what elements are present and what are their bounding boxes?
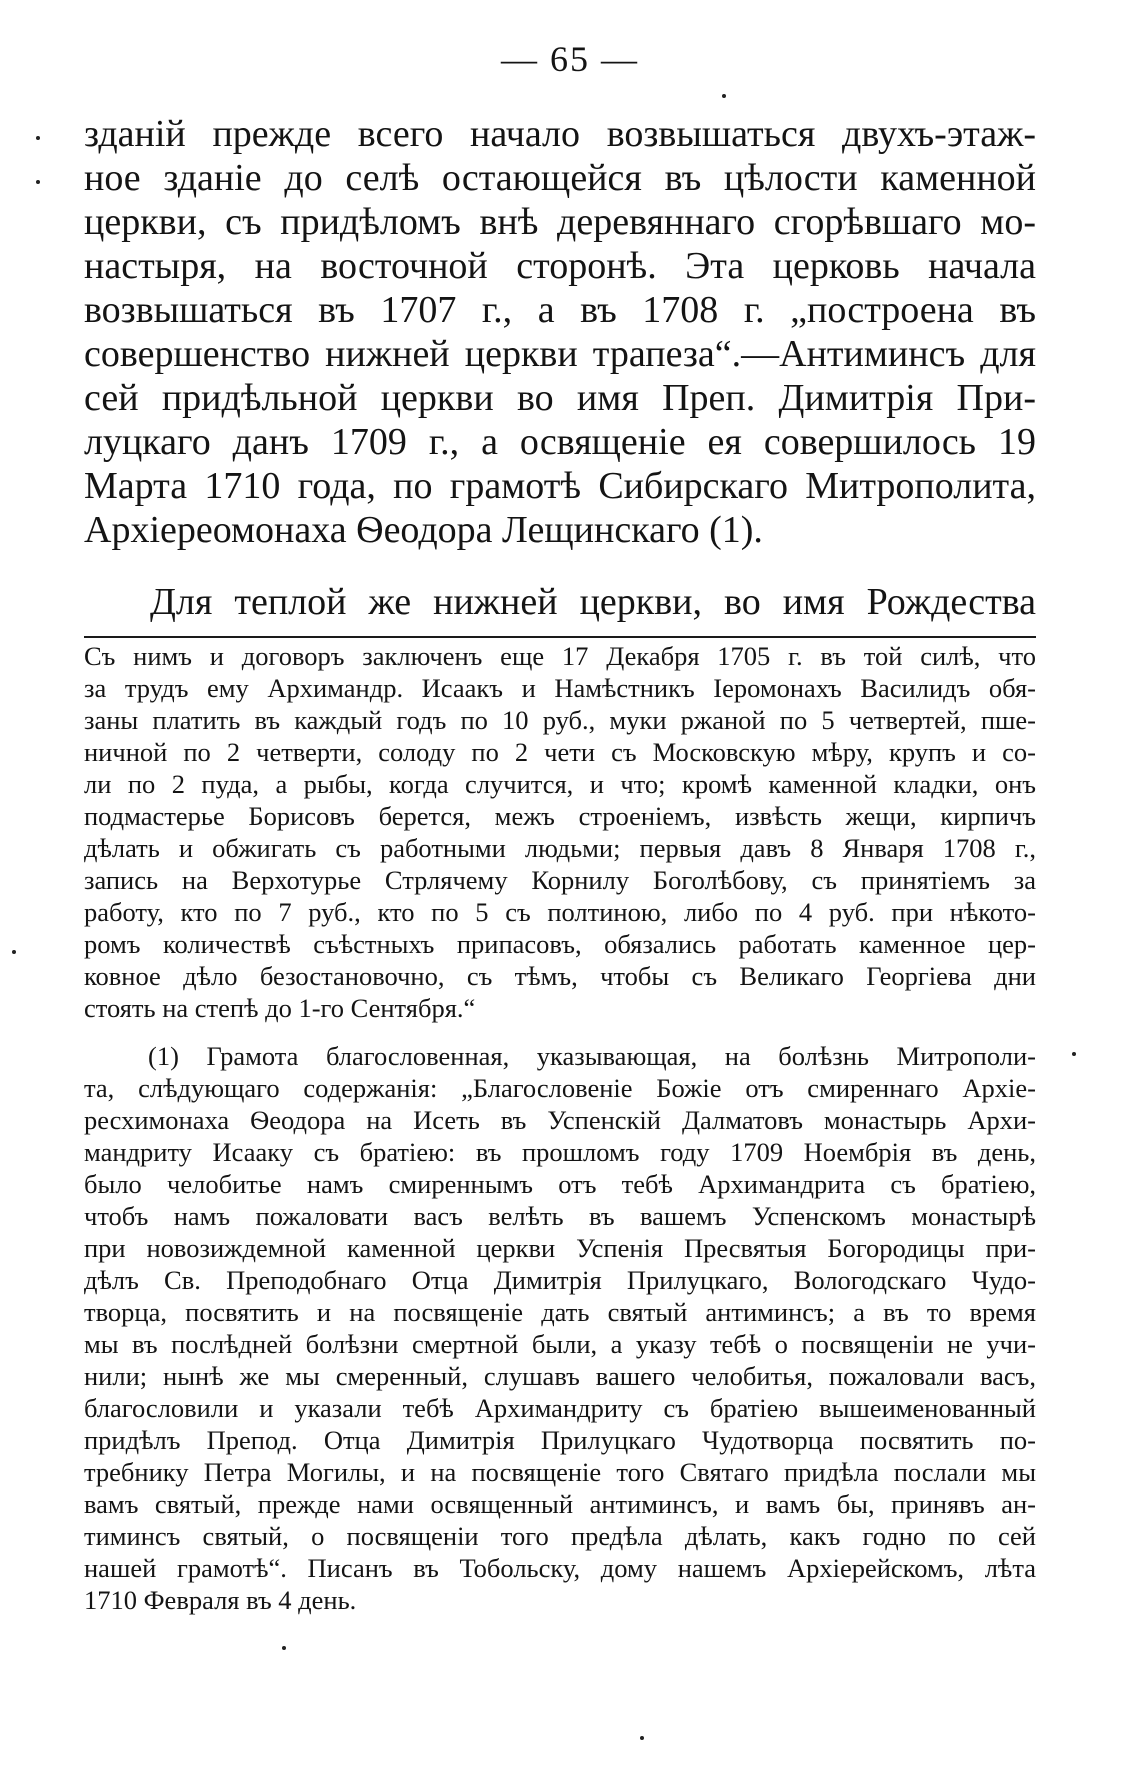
footnote-line: нашей грамотѣ“. Писанъ въ Тобольску, дому нашемъ Архіерейскомъ, лѣта bbox=[84, 1553, 1036, 1583]
footnote-line: за трудъ ему Архимандр. Исаакъ и Намѣстникъ Іеромонахъ Василидъ обя- bbox=[84, 673, 1036, 703]
main-text-line: церкви, съ придѣломъ внѣ деревяннаго сгорѣвшаго мо- bbox=[84, 201, 1036, 243]
footnote-divider bbox=[84, 636, 1036, 638]
main-text-line: настыря, на восточной сторонѣ. Эта церковь начала bbox=[84, 245, 1036, 287]
scan-speck bbox=[36, 180, 40, 184]
scan-speck bbox=[36, 136, 40, 140]
footnote-line: дѣлъ Св. Преподобнаго Отца Димитрія Прилуцкаго, Вологодскаго Чудо- bbox=[84, 1265, 1036, 1295]
main-text-line: Для теплой же нижней церкви, во имя Рождества bbox=[150, 581, 1036, 623]
main-text-line: Архіереомонаха Ѳеодора Лещинскаго (1). bbox=[84, 509, 763, 551]
footnote-line: заны платить въ каждый годъ по 10 руб., муки ржаной по 5 четвертей, пше- bbox=[84, 705, 1036, 735]
footnote-line: подмастерье Борисовъ берется, межъ строеніемъ, извѣсть жещи, кирпичъ bbox=[84, 801, 1036, 831]
main-text-line: луцкаго данъ 1709 г., а освященіе ея совершилось 19 bbox=[84, 421, 1036, 463]
scan-speck bbox=[722, 94, 726, 98]
footnote-line: работу, кто по 7 руб., кто по 5 съ полтиною, либо по 4 руб. при нѣкото- bbox=[84, 897, 1036, 927]
scan-speck bbox=[12, 950, 16, 954]
footnote-line: вамъ святый, прежде нами освященный антиминсъ, и вамъ бы, принявъ ан- bbox=[84, 1489, 1036, 1519]
footnote-line: ресхимонаха Ѳеодора на Исеть въ Успенскій Далматовъ монастырь Архи- bbox=[84, 1105, 1036, 1135]
footnote-line: (1) Грамота благословенная, указывающая, на болѣзнь Митрополи- bbox=[148, 1041, 1036, 1071]
scan-speck bbox=[1072, 1052, 1076, 1056]
footnote-line: ли по 2 пуда, а рыбы, когда случится, и что; кромѣ каменной кладки, онъ bbox=[84, 769, 1036, 799]
footnote-line: было челобитье намъ смиреннымъ отъ тебѣ Архимандрита съ братіею, bbox=[84, 1169, 1036, 1199]
footnote-line: стоять на степѣ до 1-го Сентября.“ bbox=[84, 993, 476, 1023]
scan-speck bbox=[640, 1736, 644, 1740]
footnote-line: творца, посвятить и на посвященіе дать святый антиминсъ; а въ то время bbox=[84, 1297, 1036, 1327]
footnote-line: благословили и указали тебѣ Архимандриту съ братіею вышеименованный bbox=[84, 1393, 1036, 1423]
footnote-line: тиминсъ святый, о посвященіи того предѣла дѣлать, какъ годно по сей bbox=[84, 1521, 1036, 1551]
footnote-line: ромъ количествѣ съѣстныхъ припасовъ, обязались работать каменное цер- bbox=[84, 929, 1036, 959]
footnote-line: придѣлъ Препод. Отца Димитрія Прилуцкаго Чудотворца посвятить по- bbox=[84, 1425, 1036, 1455]
footnote-line: та, слѣдующаго содержанія: „Благословеніе Божіе отъ смиреннаго Архіе- bbox=[84, 1073, 1036, 1103]
footnote-line: требнику Петра Могилы, и на посвященіе того Святаго придѣла послали мы bbox=[84, 1457, 1036, 1487]
footnote-line: ковное дѣло безостановочно, съ тѣмъ, чтобы съ Великаго Георгіева дни bbox=[84, 961, 1036, 991]
main-text-line: зданій прежде всего начало возвышаться двухъ-этаж- bbox=[84, 113, 1036, 155]
footnote-line: дѣлать и обжигать съ работными людьми; первыя давъ 8 Января 1708 г., bbox=[84, 833, 1036, 863]
main-text-line: совершенство нижней церкви трапеза“.—Антиминсъ для bbox=[84, 333, 1036, 375]
footnote-line: запись на Верхотурье Стрлячему Корнилу Боголѣбову, съ принятіемъ за bbox=[84, 865, 1036, 895]
footnote-line: нили; нынѣ же мы смеренный, слушавъ вашего челобитья, пожаловали васъ, bbox=[84, 1361, 1036, 1391]
footnote-line: Съ нимъ и договоръ заключенъ еще 17 Декабря 1705 г. въ той силѣ, что bbox=[84, 641, 1036, 671]
footnote-line: при новозиждемной каменной церкви Успенія Пресвятыя Богородицы при- bbox=[84, 1233, 1036, 1263]
main-text-line: возвышаться въ 1707 г., а въ 1708 г. „построена въ bbox=[84, 289, 1036, 331]
footnote-line: чтобъ намъ пожаловати васъ велѣть въ вашемъ Успенскомъ монастырѣ bbox=[84, 1201, 1036, 1231]
footnote-line: 1710 Февраля въ 4 день. bbox=[84, 1585, 357, 1615]
page-number: — 65 — bbox=[501, 39, 639, 79]
footnote-line: мы въ послѣдней болѣзни смертной были, а указу тебѣ о посвященіи не учи- bbox=[84, 1329, 1036, 1359]
main-text-line: ное зданіе до селѣ остающейся въ цѣлости каменной bbox=[84, 157, 1036, 199]
main-text-line: Марта 1710 года, по грамотѣ Сибирскаго Митрополита, bbox=[84, 465, 1036, 507]
footnote-line: мандриту Исааку съ братіею: въ прошломъ году 1709 Ноембрія въ день, bbox=[84, 1137, 1036, 1167]
footnote-line: ничной по 2 четверти, солоду по 2 чети съ Московскую мѣру, крупъ и со- bbox=[84, 737, 1036, 767]
main-text-line: сей придѣльной церкви во имя Преп. Димитрія При- bbox=[84, 377, 1036, 419]
scan-speck bbox=[282, 1646, 286, 1650]
